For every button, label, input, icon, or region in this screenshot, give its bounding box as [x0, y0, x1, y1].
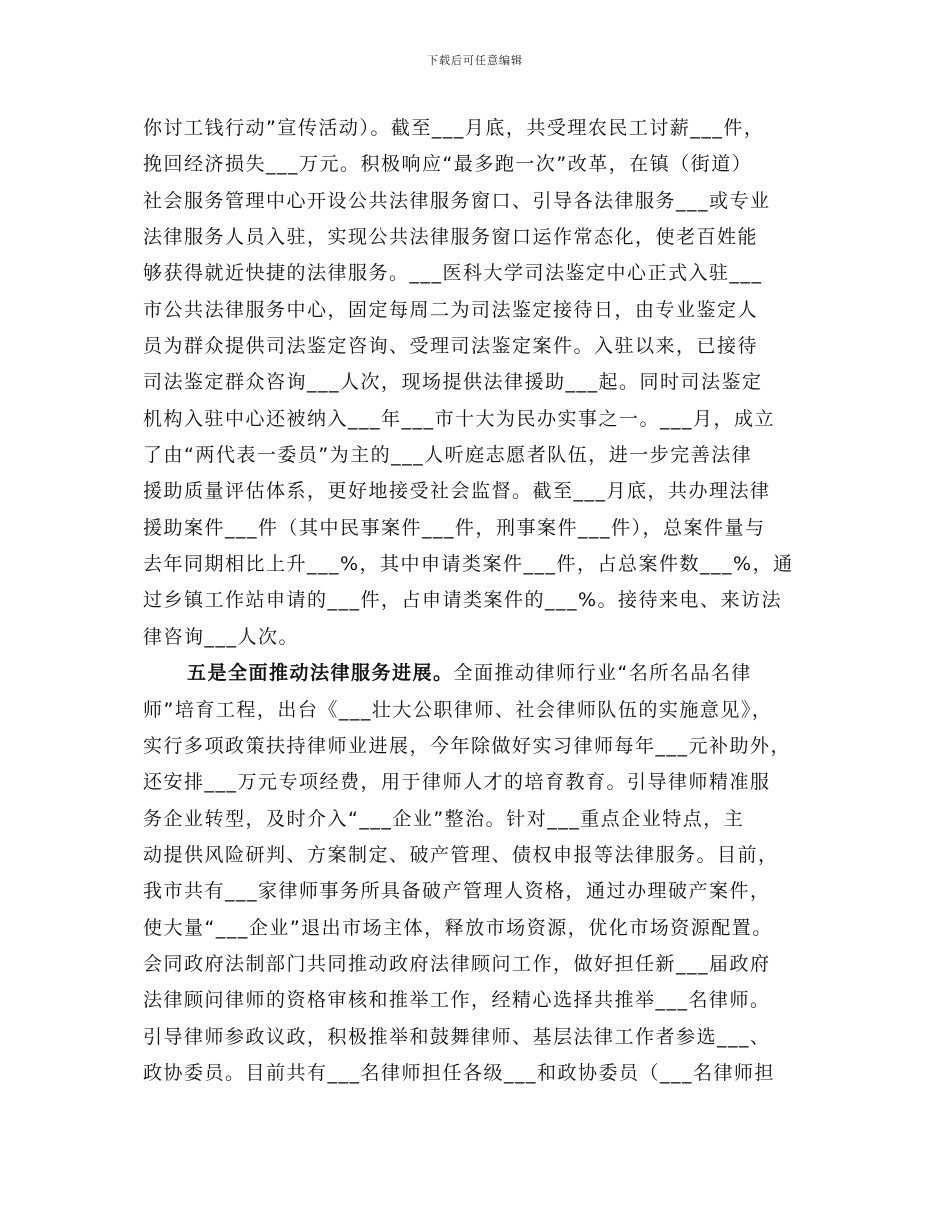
- text-line: 引导律师参政议政，积极推举和鼓舞律师、基层法律工作者参选___、: [143, 1025, 771, 1048]
- paragraph-start-line: [143, 655, 823, 691]
- section-heading: 五是全面推动法律服务进展。: [187, 662, 454, 685]
- text-line: 援助案件___件（其中民事案件___件，刑事案件___件），总案件量与: [143, 516, 766, 539]
- text-line-fragment: 全面推动律师行业“名所名品名律: [453, 662, 752, 685]
- text-line: 会同政府法制部门共同推动政府法律顾问工作，做好担任新___届政府: [143, 952, 771, 975]
- text-line: 机构入驻中心还被纳入___年___市十大为民办实事之一。___月，成立: [143, 407, 776, 430]
- text-line: 法律服务人员入驻，实现公共法律服务窗口运作常态化，使老百姓能: [143, 226, 759, 249]
- text-line: 社会服务管理中心开设公共法律服务窗口、引导各法律服务___或专业: [143, 189, 771, 212]
- text-line: 过乡镇工作站申请的___件，占申请类案件的___%。接待来电、来访法: [143, 589, 783, 612]
- text-line: 你讨工钱行动”宣传活动）。截至___月底，共受理农民工讨薪___件，: [143, 117, 765, 139]
- text-line: 够获得就近快捷的法律服务。___医科大学司法鉴定中心正式入驻___: [143, 262, 763, 285]
- text-line: 司法鉴定群众咨询___人次，现场提供法律援助___起。同时司法鉴定: [143, 371, 763, 394]
- text-line: 援助质量评估体系，更好地接受社会监督。截至___月底，共办理法律: [143, 480, 771, 503]
- document-body: [143, 110, 823, 1091]
- text-line: 员为群众提供司法鉴定咨询、受理司法鉴定案件。入驻以来，已接待: [143, 335, 759, 358]
- text-line: 务企业转型，及时介入“___企业”整治。针对___重点企业特点，主: [143, 807, 745, 830]
- text-line: 律咨询___人次。: [143, 625, 300, 648]
- text-line: 实行多项政策扶持律师业进展，今年除做好实习律师每年___元补助外，: [143, 734, 792, 757]
- text-line: 去年同期相比上升___%，其中申请类案件___件，占总案件数___%，通: [143, 553, 794, 576]
- text-line: 使大量“___企业”退出市场主体，释放市场资源，优化市场资源配置。: [143, 916, 773, 939]
- text-line: 动提供风险研判、方案制定、破产管理、债权申报等法律服务。目前，: [143, 843, 779, 866]
- text-line: 法律顾问律师的资格审核和推举工作，经精心选择共推举___名律师。: [143, 989, 771, 1012]
- text-line: 了由“两代表一委员”为主的___人听庭志愿者队伍，进一步完善法律: [143, 444, 753, 467]
- text-line: 还安排___万元专项经费，用于律师人才的培育教育。引导律师精准服: [143, 771, 771, 794]
- text-line: 政协委员。目前共有___名律师担任各级___和政协委员（___名律师担: [143, 1061, 776, 1084]
- text-line: 市公共法律服务中心，固定每周二为司法鉴定接待日，由专业鉴定人: [143, 298, 759, 321]
- text-line: 挽回经济损失___万元。积极响应“最多跑一次”改革，在镇（街道）: [143, 153, 753, 176]
- page-header: 下载后可任意编辑: [427, 54, 523, 67]
- text-line: 师”培育工程，出台《___壮大公职律师、社会律师队伍的实施意见》，: [143, 698, 773, 721]
- text-line: 我市共有___家律师事务所具备破产管理人资格，通过办理破产案件，: [143, 880, 771, 903]
